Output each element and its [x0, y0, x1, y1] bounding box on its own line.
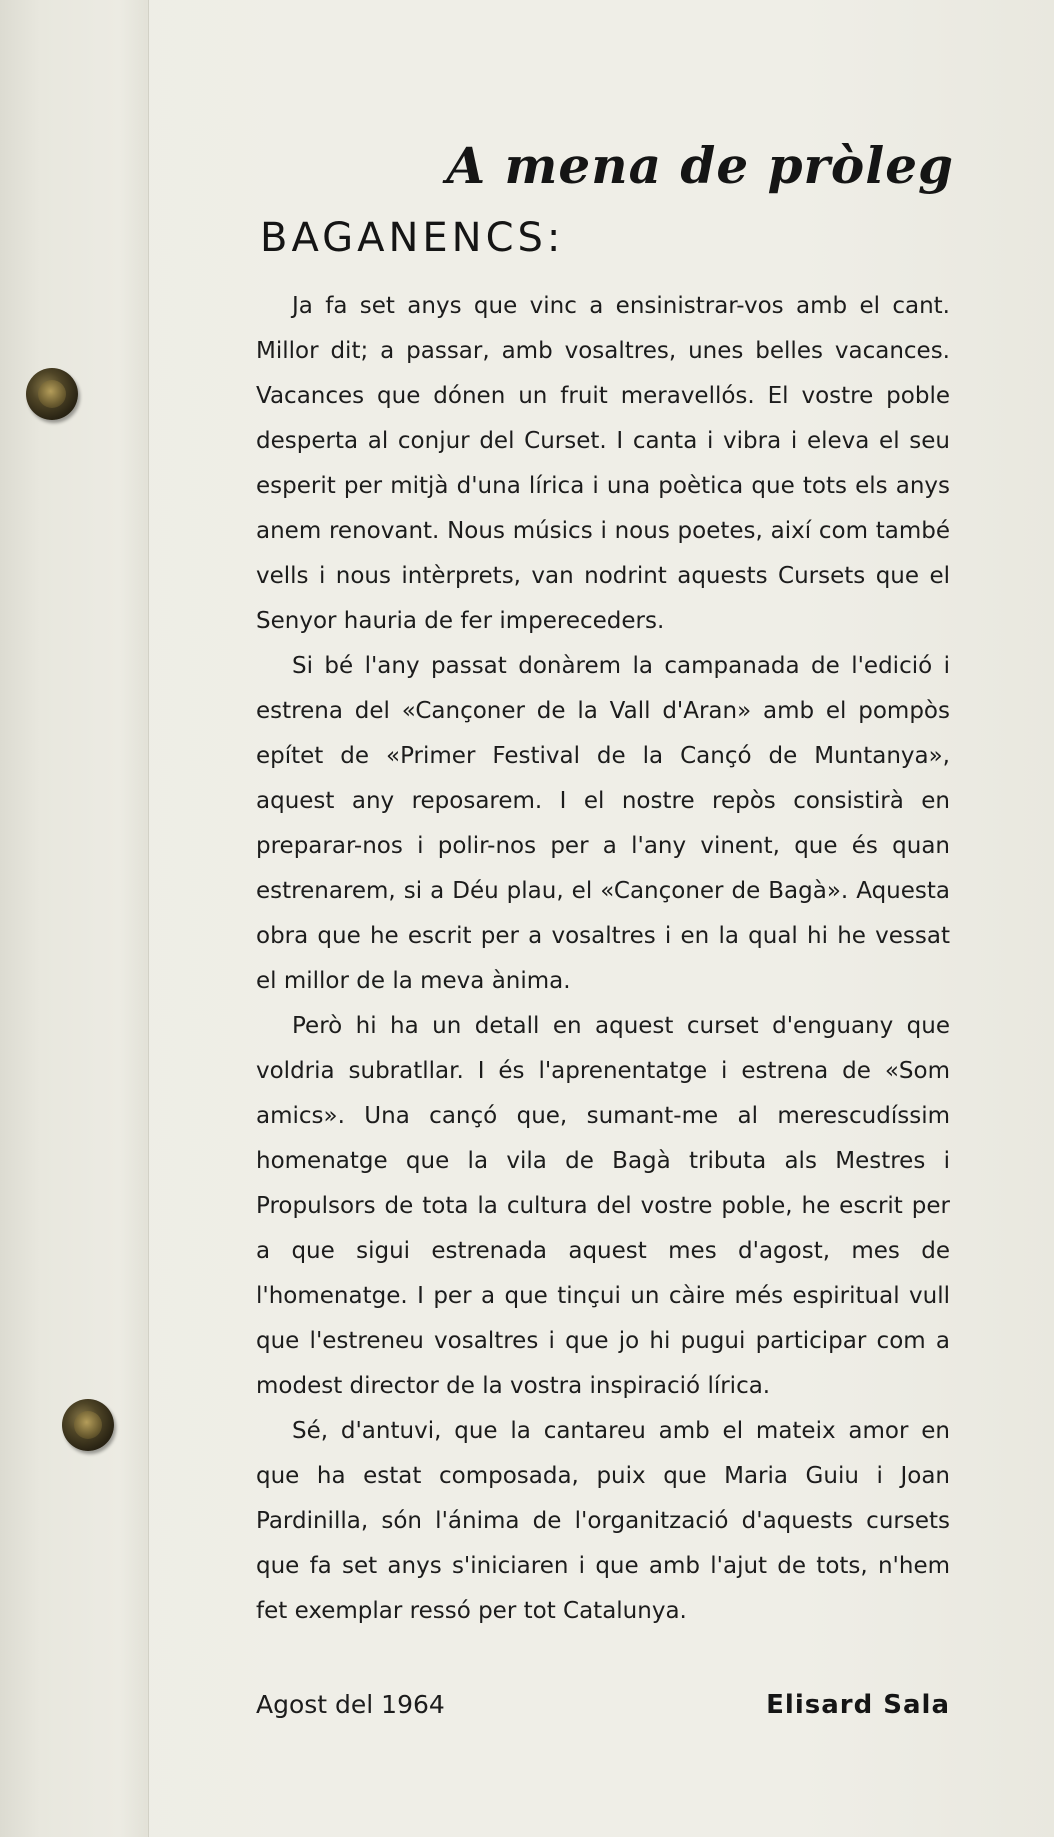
- paragraph: Però hi ha un detall en aquest curset d'enguany que voldria subratllar. I és l'aprenentatge i estrena de «Som amics». Una cançó que, sumant-me al merescudíssim homenatge que la vila de Bagà tributa als Mestres i Propulsors de tota la cultura del vostre poble, he escrit per a que sigui estrenada aquest mes d'agost, mes de l'homenatge. I per a que tinçui un càire més espiritual vull que l'estreneu vosaltres i que jo hi pugui participar com a modest director de la vostra inspiració lírica.: [256, 1013, 950, 1399]
- paragraph: Sé, d'antuvi, que la cantareu amb el mateix amor en que ha estat composada, puix que Maria Guiu i Joan Pardinilla, són l'ánima de l'organització d'aquests cursets que fa set anys s'iniciaren i que amb l'ajut de tots, n'hem fet exemplar ressó per tot Catalunya.: [256, 1418, 950, 1624]
- rivet-icon: [62, 1399, 114, 1451]
- signature: Elisard Sala: [766, 1690, 950, 1720]
- rivet-icon: [26, 368, 78, 420]
- prologue-body: [256, 284, 950, 1634]
- paragraph: Ja fa set anys que vinc a ensinistrar-vos amb el cant. Millor dit; a passar, amb vosaltres, unes belles vacances. Vacances que dónen un fruit meravellós. El vostre poble desperta al conjur del Curset. I canta i vibra i eleva el seu esperit per mitjà d'una lírica i una poètica que tots els anys anem renovant. Nous músics i nous poetes, així com també vells i nous intèrprets, van nodrint aquests Cursets que el Senyor hauria de fer impereceders.: [256, 293, 950, 634]
- binding-strip: [0, 0, 149, 1837]
- date: Agost del 1964: [256, 1690, 445, 1719]
- paragraph: Si bé l'any passat donàrem la campanada de l'edició i estrena del «Cançoner de la Vall d'Aran» amb el pompòs epítet de «Primer Festival de la Cançó de Muntanya», aquest any reposarem. I el nostre repòs consistirà en preparar-nos i polir-nos per a l'any vinent, que és quan estrenarem, si a Déu plau, el «Cançoner de Bagà». Aquesta obra que he escrit per a vosaltres i en la qual hi he vessat el millor de la meva ànima.: [256, 653, 950, 994]
- salutation: BAGANENCS:: [260, 215, 565, 261]
- footer: [256, 1690, 950, 1740]
- prologue-heading: A mena de pròleg: [446, 136, 954, 195]
